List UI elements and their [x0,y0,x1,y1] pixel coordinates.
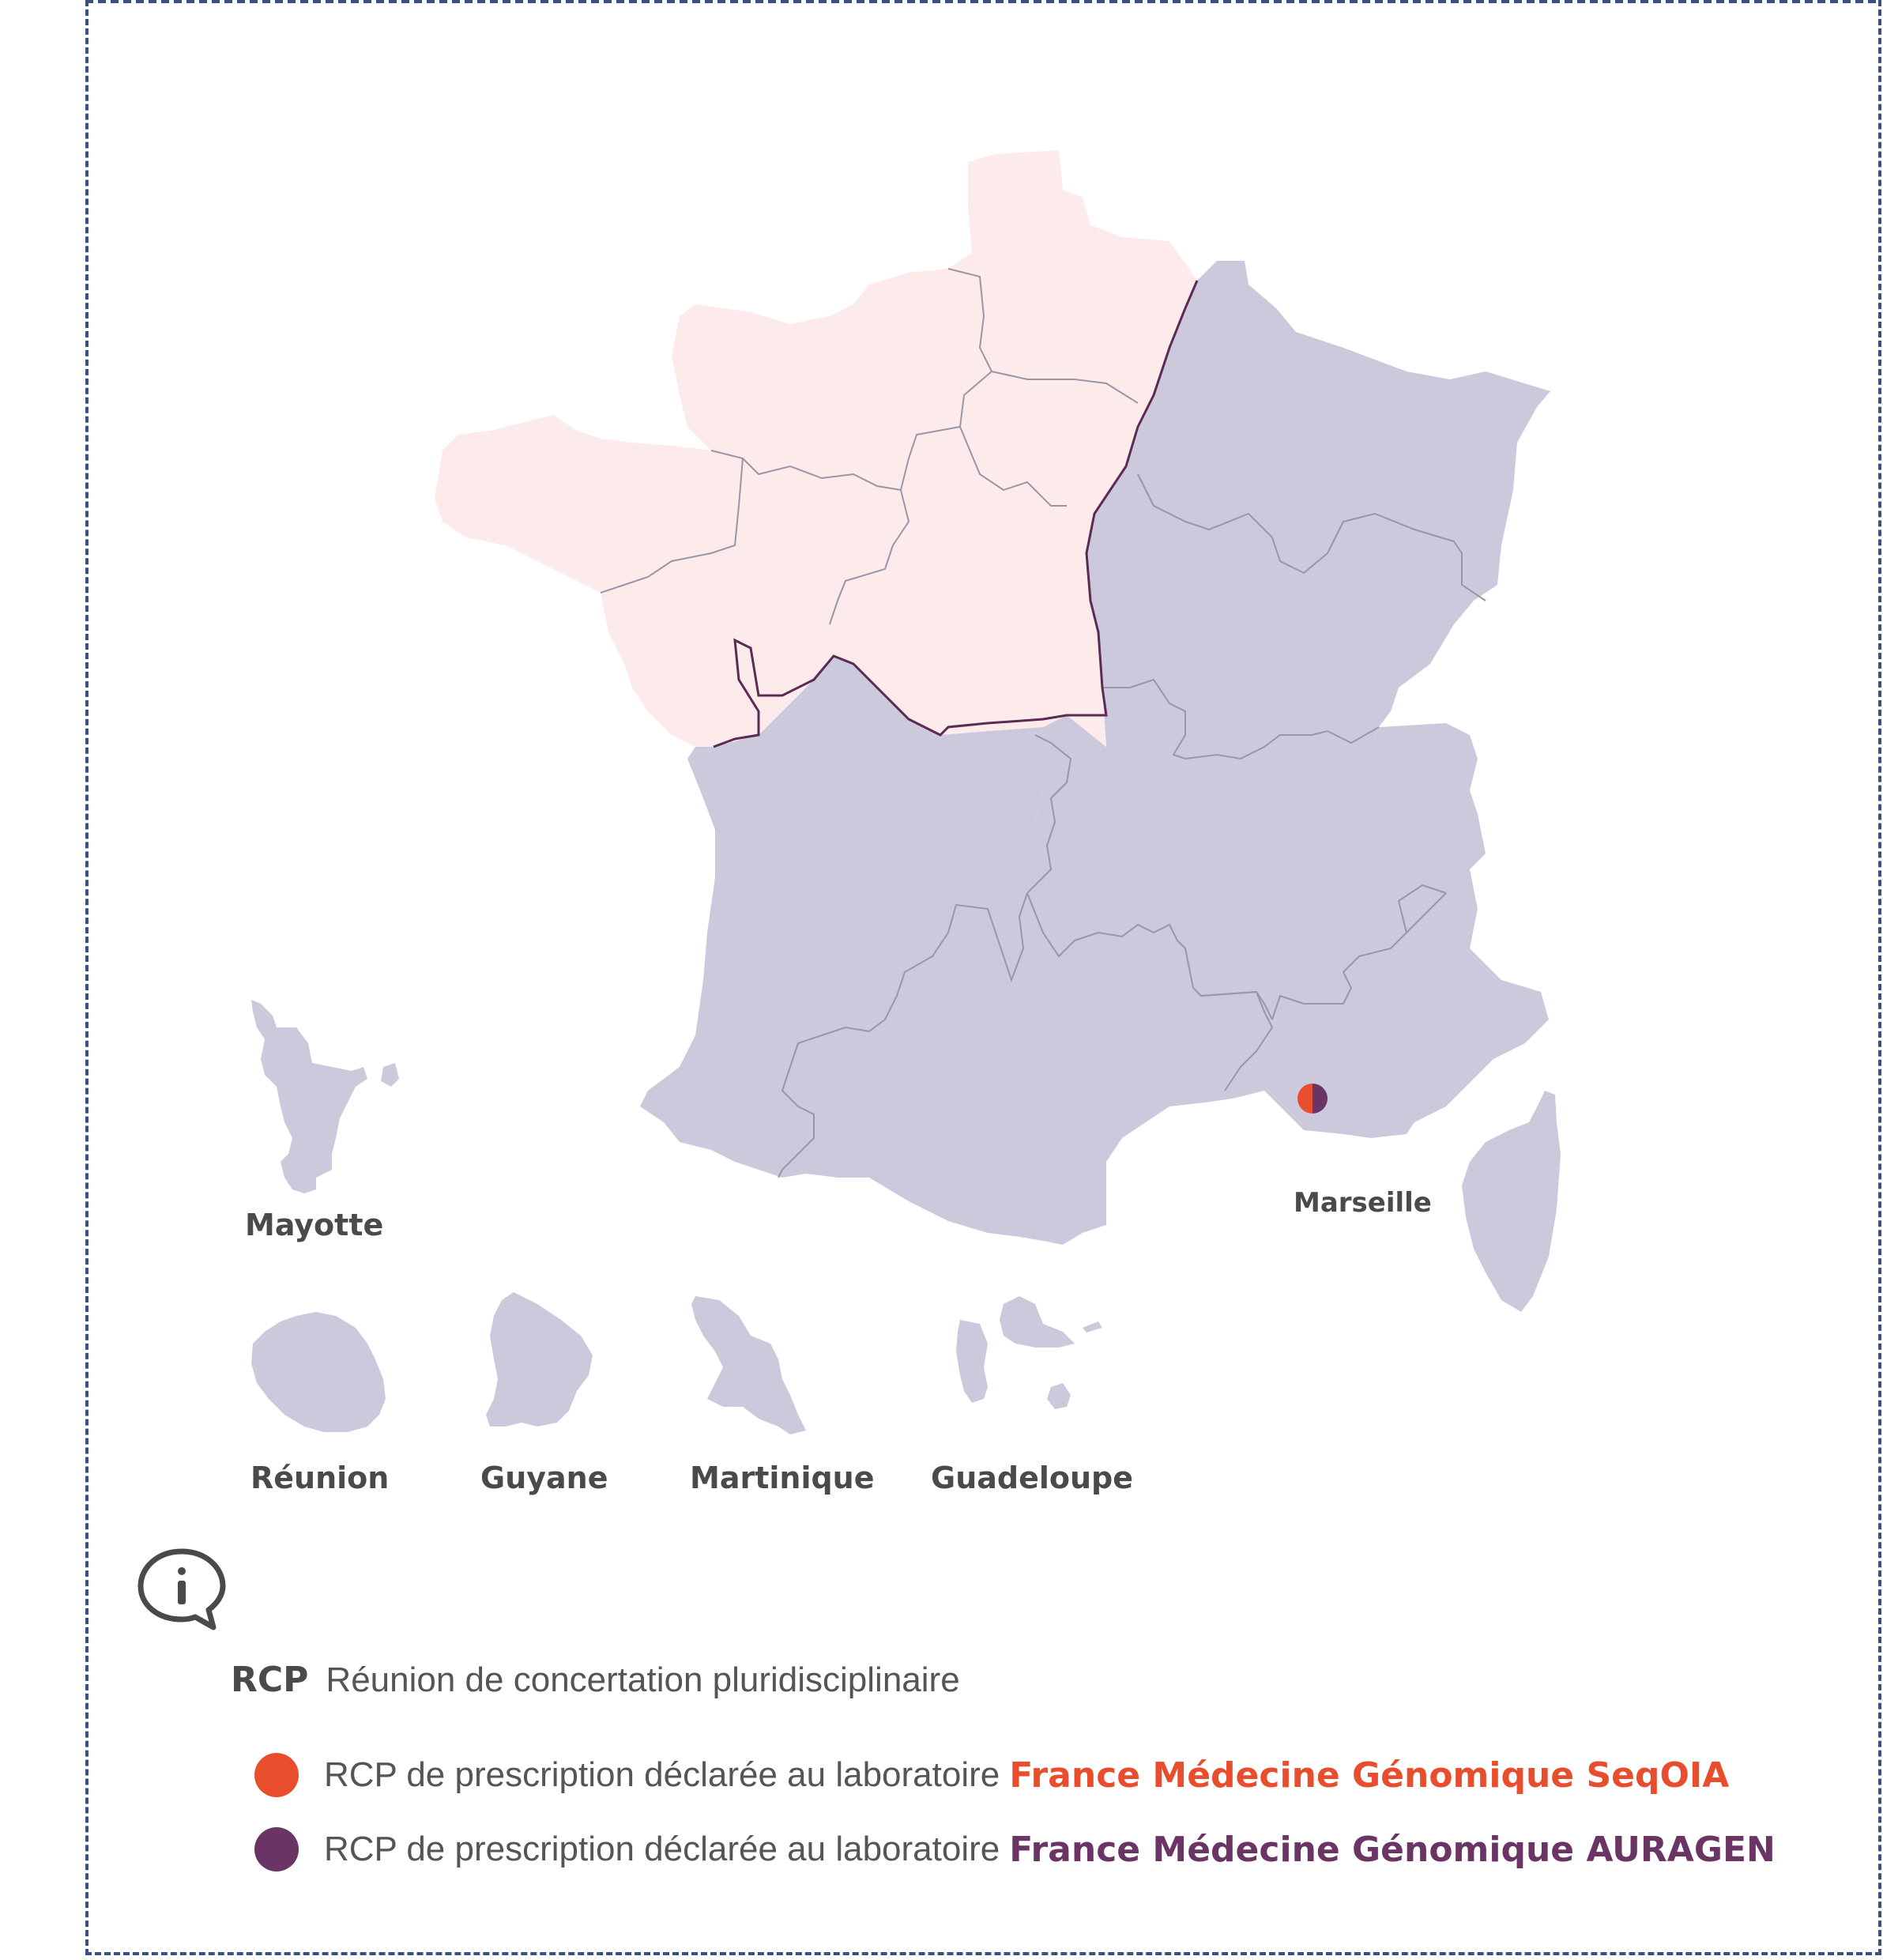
abbreviation: RCP [231,1660,309,1700]
legend-dot-auragen [254,1827,299,1871]
label-guadeloupe: Guadeloupe [931,1461,1134,1495]
city-label-marseille: Marseille [1294,1187,1432,1219]
legend-item-auragen [254,1827,1776,1871]
legend-lab-seqoia: France Médecine Génomique SeqOIA [1009,1755,1730,1796]
island-grande-terre [1000,1296,1075,1348]
island-corsica [1462,1091,1561,1312]
island-guyane [486,1292,593,1427]
island-desirade [1083,1321,1102,1332]
island-guadeloupe [956,1320,988,1403]
legend-item-seqoia [254,1753,1729,1797]
island-mayotte-petite [381,1063,399,1087]
legend-text: RCP de prescription déclarée au laboratoire [324,1755,1000,1794]
label-mayotte: Mayotte [245,1208,384,1242]
info-speech-bubble-icon [134,1545,229,1632]
label-guyane: Guyane [480,1461,608,1495]
legend-lab-auragen: France Médecine Génomique AURAGEN [1009,1829,1776,1870]
island-mayotte [251,1000,367,1193]
island-reunion [251,1312,386,1432]
island-martinique [691,1296,806,1434]
legend-text: RCP de prescription déclarée au laboratoire [324,1830,1000,1868]
abbreviation-definition: Réunion de concertation pluridisciplinaire [326,1660,960,1699]
island-marie-galante [1047,1383,1071,1409]
label-martinique: Martinique [690,1461,875,1495]
legend-dot-seqoia [254,1753,299,1797]
abbreviation-row [231,1660,960,1700]
region-north-west [435,150,1197,747]
label-reunion: Réunion [250,1461,390,1495]
marseille-marker [1297,1084,1328,1114]
